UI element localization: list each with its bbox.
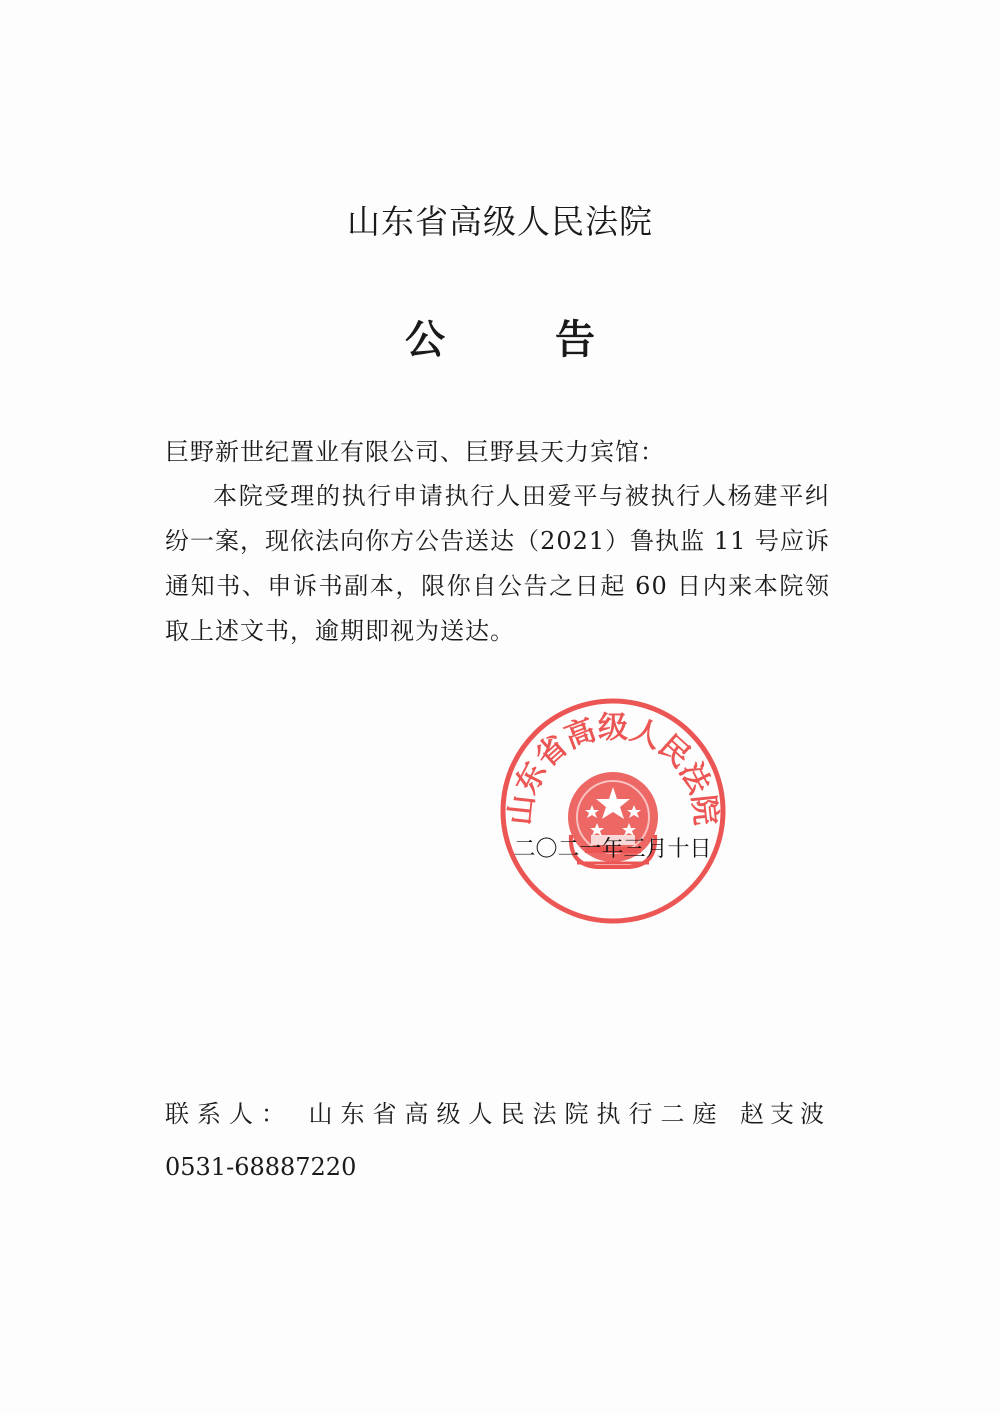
court-seal-stamp [497,695,729,927]
court-name-header: 山东省高级人民法院 [347,202,653,241]
contact-line [165,1094,830,1129]
recipient-line: 巨野新世纪置业有限公司、巨野县天力宾馆： [165,438,665,466]
contact-label: 联系人： [165,1100,293,1128]
contact-person-name: 赵支波 [740,1100,830,1128]
notice-title: 公告 [405,316,705,363]
notice-body: 本院受理的执行申请执行人田爱平与被执行人杨建平纠纷一案，现依法向你方公告送达（2021）鲁执监 11 号应诉通知书、申诉书副本，限你自公告之日起 60 日内来本院领取上述文书，逾期即视为送达。 [165,482,830,645]
seal-arc-text: 山东省高级人民法院 [503,710,723,827]
contact-organization: 山东省高级人民法院执行二庭 [308,1100,725,1128]
contact-phone: 0531-68887220 [165,1153,357,1181]
signature-date: 二〇二一年三月十日 [513,837,712,862]
